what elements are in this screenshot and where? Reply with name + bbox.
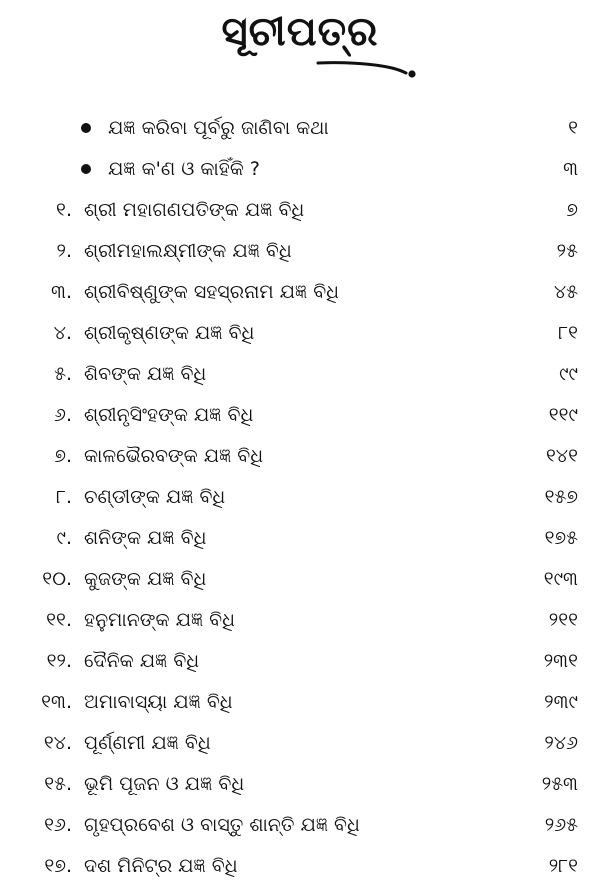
toc-entry[interactable] [0, 518, 600, 559]
bullet-icon [81, 164, 91, 174]
toc-entry-number: ୬. [54, 404, 72, 426]
toc-page-number: ୪୫ [553, 281, 578, 303]
toc-entry-title: ଚଣ୍ଡୀଙ୍କ ଯଜ୍ଞ ବିଧି [84, 486, 226, 508]
toc-entry-number: ୧୨. [46, 650, 72, 672]
toc-entry-number: ୧୭. [44, 855, 72, 877]
table-of-contents [0, 108, 600, 887]
toc-entry[interactable] [0, 190, 600, 231]
toc-entry-title: ଦଶ ମିନିଟ୍‌ର ଯଜ୍ଞ ବିଧି [84, 855, 238, 877]
toc-entry-title: ଦୈନିକ ଯଜ୍ଞ ବିଧି [84, 650, 200, 672]
toc-entry-number: ୮. [56, 486, 72, 508]
toc-page-number: ୨୫୩ [541, 773, 578, 795]
toc-entry-title: ଶନିଙ୍କ ଯଜ୍ଞ ବିଧି [84, 527, 207, 549]
toc-entry-title: ଶ୍ରୀକୃଷ୍ଣଙ୍କ ଯଜ୍ଞ ବିଧି [84, 322, 255, 344]
toc-page-number: ୮୧ [558, 322, 578, 344]
toc-page-number: ୧୫୭ [544, 486, 578, 508]
toc-entry-number: ୧୫. [44, 773, 72, 795]
toc-entry-title: ଶ୍ରୀମହାଲକ୍ଷ୍ମୀଙ୍କ ଯଜ୍ଞ ବିଧି [84, 240, 292, 262]
toc-entry-number: ୧୦. [42, 568, 72, 590]
toc-entry-title: ଅମାବାସ୍ୟା ଯଜ୍ଞ ବିଧି [84, 691, 233, 713]
toc-entry-title: ଶ୍ରୀବିଷ୍ଣୁଙ୍କ ସହସ୍ରନାମ ଯଜ୍ଞ ବିଧି [84, 281, 340, 303]
toc-entry-title: କାଳଭୈରବଙ୍କ ଯଜ୍ଞ ବିଧି [84, 445, 264, 467]
toc-entry-number: ୨. [56, 240, 72, 262]
toc-page-number: ୨୩୯ [544, 691, 578, 713]
toc-entry-number: ୩. [51, 281, 72, 303]
toc-entry[interactable] [0, 395, 600, 436]
toc-page-number: ୨୪୬ [544, 732, 578, 754]
toc-page-number: ୯୯ [559, 363, 578, 385]
title-underline-flourish [300, 58, 430, 82]
toc-entry-title: ଶିବଙ୍କ ଯଜ୍ଞ ବିଧି [84, 363, 207, 385]
toc-entry-number: ୧୩. [41, 691, 72, 713]
toc-page-number: ୧୭୫ [544, 527, 578, 549]
toc-entry-title: କୁଜଙ୍କ ଯଜ୍ଞ ବିଧି [84, 568, 207, 590]
toc-entry[interactable] [0, 149, 600, 190]
toc-page-number: ୧୯୩ [543, 568, 578, 590]
toc-entry-number: ୧୪. [43, 732, 72, 754]
page-title: ସୂଚୀପତ୍ର [221, 9, 379, 55]
toc-entry[interactable] [0, 641, 600, 682]
toc-entry[interactable] [0, 764, 600, 805]
toc-entry-title: ଭୂମି ପୂଜନ ଓ ଯଜ୍ଞ ବିଧି [84, 773, 245, 795]
toc-page-number: ୧୪୧ [546, 445, 578, 467]
toc-entry[interactable] [0, 354, 600, 395]
toc-entry[interactable] [0, 723, 600, 764]
toc-page-number: ୧ [568, 117, 578, 139]
toc-entry[interactable] [0, 559, 600, 600]
toc-entry-number: ୪. [53, 322, 72, 344]
toc-entry[interactable] [0, 600, 600, 641]
toc-entry[interactable] [0, 272, 600, 313]
toc-entry[interactable] [0, 805, 600, 846]
toc-entry-title: ଯଜ୍ଞ କ'ଣ ଓ କାହିଁକି ? [108, 158, 260, 180]
toc-entry-number: ୧୬. [44, 814, 72, 836]
toc-page-number: ୩ [563, 158, 578, 180]
toc-entry[interactable] [0, 231, 600, 272]
toc-entry-title: ହନୁମାନଙ୍କ ଯଜ୍ଞ ବିଧି [84, 609, 236, 631]
toc-entry[interactable] [0, 108, 600, 149]
toc-entry[interactable] [0, 682, 600, 723]
toc-page-number: ୧୧୯ [548, 404, 578, 426]
toc-entry-number: ୧୧. [46, 609, 72, 631]
toc-page-number: ୨୧୧ [548, 609, 578, 631]
toc-page-number: ୨୮୧ [548, 855, 578, 877]
toc-entry-number: ୯. [56, 527, 72, 549]
toc-entry-title: ଗୃହପ୍ରବେଶ ଓ ବାସ୍ତୁ ଶାନ୍ତି ଯଜ୍ଞ ବିଧି [84, 814, 360, 836]
toc-entry-title: ଶ୍ରୀ ମହାଗଣପତିଙ୍କ ଯଜ୍ଞ ବିଧି [84, 199, 305, 221]
bullet-icon [81, 123, 91, 133]
toc-entry[interactable] [0, 313, 600, 354]
toc-page-number: ୨୬୫ [544, 814, 578, 836]
toc-entry-number: ୫. [54, 363, 72, 385]
toc-entry[interactable] [0, 477, 600, 518]
toc-entry-title: ପୂର୍ଣ୍ଣମୀ ଯଜ୍ଞ ବିଧି [84, 732, 211, 754]
toc-page-number: ୭ [566, 199, 578, 221]
toc-entry-number: ୭. [54, 445, 72, 467]
toc-entry-title: ଶ୍ରୀନୃସିଂହଙ୍କ ଯଜ୍ଞ ବିଧି [84, 404, 254, 426]
toc-page-number: ୨୫ [556, 240, 578, 262]
toc-entry-title: ଯଜ୍ଞ କରିବା ପୂର୍ବରୁ ଜାଣିବା କଥା [108, 117, 329, 139]
toc-entry[interactable] [0, 436, 600, 477]
toc-page-number: ୨୩୧ [543, 650, 578, 672]
toc-entry-number: ୧. [56, 199, 72, 221]
